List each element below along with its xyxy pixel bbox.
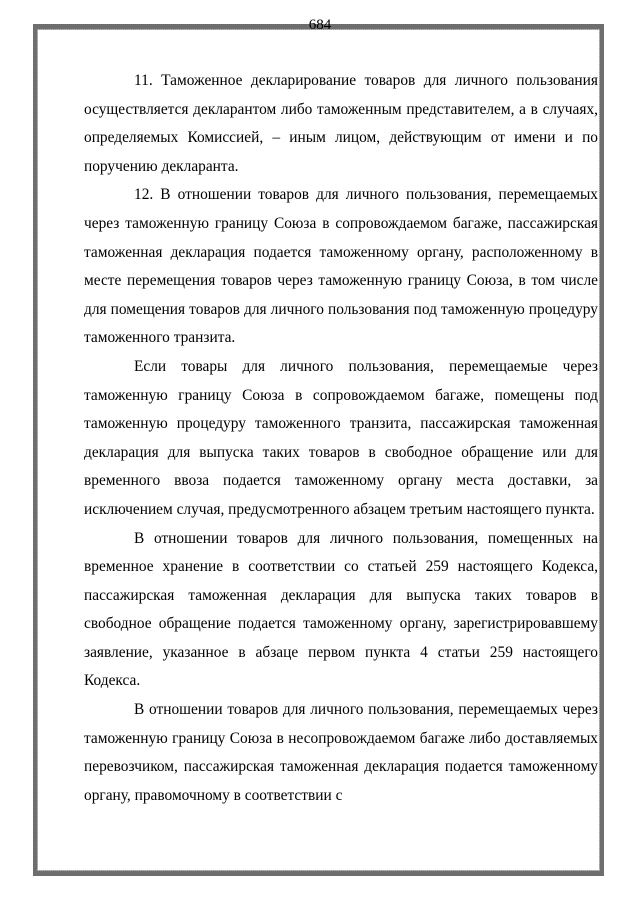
paragraph-12-transit: Если товары для личного пользования, перемещаемые через таможенную границу Союза в сопровождаемом багаже, помещены под таможенную процедуру таможенного транзита, пассажирская таможенная декларация для выпуска таких товаров в свободное обращение или для временного ввоза подается таможенному органу места доставки, за исключением случая, предусмотренного абзацем третьим настоящего пункта.: [84, 357, 598, 518]
paragraph-12-unaccompanied-baggage: В отношении товаров для личного пользования, перемещаемых через таможенную границу Союза в несопровождаемом багаже либо доставляемых перевозчиком, пассажирская таможенная декларация подается таможенному органу, правомочному в соответствии с: [84, 701, 598, 804]
paragraph-11: 11. Таможенное декларирование товаров для личного пользования осуществляется декларантом либо таможенным представителем, а в случаях, определяемых Комиссией, – иным лицом, действующим от имени и по поручению декларанта.: [84, 72, 598, 175]
paragraph-12: 12. В отношении товаров для личного пользования, перемещаемых через таможенную границу Союза в сопровождаемом багаже, пассажирская таможенная декларация подается таможенному органу, расположенному в месте перемещения товаров через таможенную границу Союза, в том числе для помещения товаров для личного пользования под таможенную процедуру таможенного транзита.: [84, 186, 598, 347]
document-body: [84, 67, 598, 810]
page-number: 684: [308, 17, 332, 33]
paragraph-12-temporary-storage: В отношении товаров для личного пользования, помещенных на временное хранение в соответствии со статьей 259 настоящего Кодекса, пассажирская таможенная декларация для выпуска таких товаров в свободное обращение подается таможенному органу, зарегистрировавшему заявление, указанное в абзаце первом пункта 4 статьи 259 настоящего Кодекса.: [84, 529, 598, 690]
